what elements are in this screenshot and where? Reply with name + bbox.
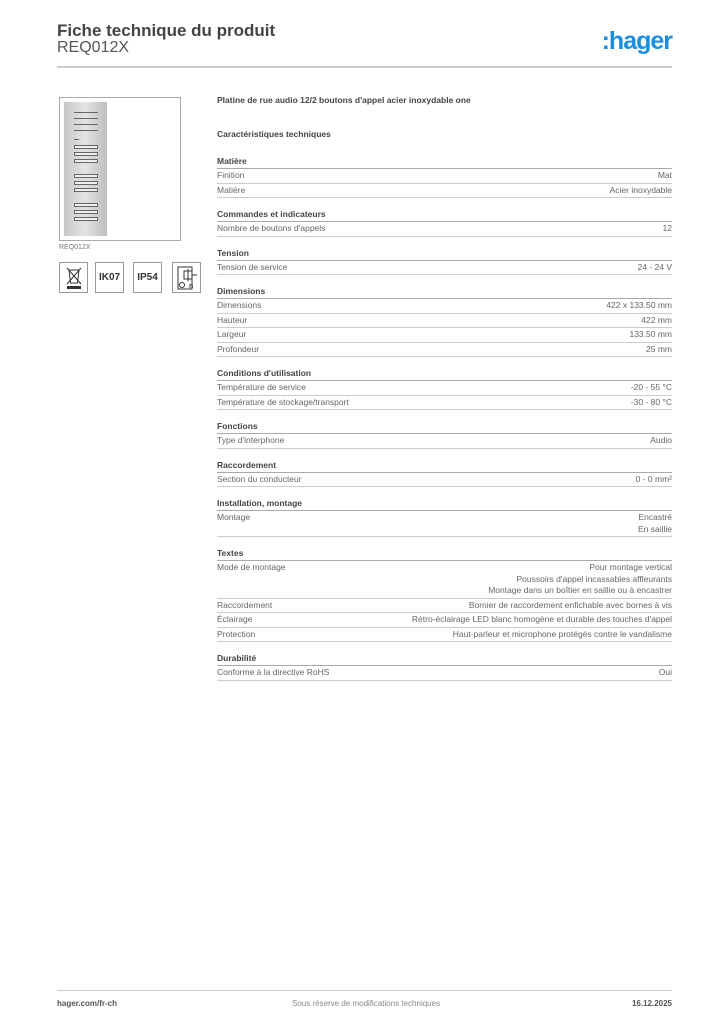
spec-row xyxy=(217,184,672,199)
spec-label: Température de service xyxy=(217,382,306,392)
spec-label: Montage xyxy=(217,512,251,522)
spec-row xyxy=(217,511,672,537)
spec-value-text: 422 x 133.50 mm xyxy=(606,300,672,310)
header-divider xyxy=(57,66,672,68)
spec-value-text: 25 mm xyxy=(646,343,672,354)
spec-value-text: 12 xyxy=(662,223,672,233)
spec-value-line: Poussoirs d'appel incassables affleurants xyxy=(516,573,672,584)
spec-row xyxy=(217,169,672,184)
spec-section xyxy=(217,247,672,276)
spec-value xyxy=(631,396,672,410)
footer-disclaimer: Sous réserve de modifications techniques xyxy=(292,999,441,1008)
spec-value xyxy=(469,599,672,613)
spec-value xyxy=(641,314,672,328)
spec-label: Tension de service xyxy=(217,261,288,272)
spec-row xyxy=(217,396,672,411)
spec-value-text: -20 - 55 °C xyxy=(630,382,672,392)
spec-value xyxy=(658,169,672,183)
section-title: Durabilité xyxy=(217,652,672,666)
spec-label: Raccordement xyxy=(217,599,273,610)
section-title: Tension xyxy=(217,247,672,261)
ik07-badge: IK07 xyxy=(95,262,124,293)
spec-label: Conforme à la directive RoHS xyxy=(217,667,330,677)
spec-row xyxy=(217,628,672,643)
spec-label: Largeur xyxy=(217,329,247,339)
footer-date: 16.12.2025 xyxy=(631,999,672,1008)
spec-value xyxy=(453,628,672,642)
page-title: Fiche technique du produit xyxy=(57,21,276,40)
spec-value-text: Haut-parleur et microphone protégés contre le vandalisme xyxy=(452,628,672,639)
section-title: Textes xyxy=(217,547,672,561)
spec-row xyxy=(217,666,672,681)
spec-section xyxy=(217,420,672,449)
spec-row xyxy=(217,613,672,628)
footer-divider xyxy=(57,990,672,991)
section-title: Conditions d'utilisation xyxy=(217,367,672,381)
spec-section xyxy=(217,547,672,642)
hager-logo: :hager xyxy=(601,27,672,55)
spec-label: Éclairage xyxy=(217,614,253,624)
spec-row xyxy=(217,299,672,314)
spec-value xyxy=(606,299,672,313)
spec-value xyxy=(638,261,673,275)
product-reference: REQ012X xyxy=(57,39,130,56)
spec-value-text: 0 - 0 mm² xyxy=(635,473,672,484)
spec-value xyxy=(610,184,672,198)
spec-value xyxy=(488,561,672,598)
spec-value-text: Mat xyxy=(657,170,672,180)
spec-section xyxy=(217,367,672,410)
section-title: Commandes et indicateurs xyxy=(217,208,672,222)
spec-section xyxy=(217,459,672,488)
spec-label: Dimensions xyxy=(217,300,262,310)
section-title: Dimensions xyxy=(217,285,672,299)
spec-value-text: Bornier de raccordement enfichable avec bornes à vis xyxy=(468,599,672,610)
spec-row xyxy=(217,343,672,358)
product-description: Platine de rue audio 12/2 boutons d'appel acier inoxydable one xyxy=(217,95,471,105)
section-title: Fonctions xyxy=(217,420,672,434)
spec-label: Protection xyxy=(217,628,256,639)
section-title: Raccordement xyxy=(217,459,672,473)
spec-row xyxy=(217,561,672,599)
spec-label: Type d'interphone xyxy=(217,435,285,445)
spec-section xyxy=(217,285,672,357)
mounting-icon xyxy=(172,262,201,293)
spec-content xyxy=(217,95,672,681)
spec-label: Hauteur xyxy=(217,314,248,325)
spec-label: Section du conducteur xyxy=(217,473,302,484)
spec-value xyxy=(646,343,672,357)
weee-icon xyxy=(59,262,88,293)
spec-section xyxy=(217,155,672,198)
spec-row xyxy=(217,473,672,488)
product-image-label: REQ012X xyxy=(59,244,91,251)
spec-value xyxy=(663,222,672,236)
footer-website[interactable]: hager.com/fr-ch xyxy=(57,999,118,1008)
spec-value-text: -30 - 80 °C xyxy=(630,396,672,407)
spec-row xyxy=(217,222,672,237)
spec-value xyxy=(659,666,672,680)
spec-label: Profondeur xyxy=(217,343,260,354)
spec-value-text: 24 - 24 V xyxy=(637,261,672,272)
spec-section xyxy=(217,652,672,681)
spec-value-text: Rétro-éclairage LED blanc homogène et durable des touches d'appel xyxy=(411,614,672,624)
spec-value-line: Encastré xyxy=(638,512,672,522)
spec-row xyxy=(217,599,672,614)
spec-label: Matière xyxy=(217,184,246,195)
spec-value xyxy=(412,613,672,627)
svg-text:n: n xyxy=(188,282,193,290)
spec-value-line: En saillie xyxy=(637,523,672,534)
spec-value-line: Pour montage vertical xyxy=(589,562,672,572)
product-image xyxy=(59,97,181,241)
spec-section xyxy=(217,497,672,537)
characteristics-title: Caractéristiques techniques xyxy=(217,129,331,139)
spec-row xyxy=(217,261,672,276)
spec-value xyxy=(629,328,672,342)
door-panel-illustration xyxy=(64,102,107,236)
spec-value-text: Audio xyxy=(650,435,672,445)
spec-value xyxy=(631,381,672,395)
section-title: Installation, montage xyxy=(217,497,672,511)
spec-value xyxy=(636,473,672,487)
spec-row xyxy=(217,434,672,449)
spec-value-text: Oui xyxy=(658,667,672,677)
spec-value-text: 422 mm xyxy=(641,314,672,325)
spec-label: Température de stockage/transport xyxy=(217,396,349,407)
spec-section xyxy=(217,208,672,237)
spec-label: Finition xyxy=(217,170,245,180)
spec-value xyxy=(638,511,672,536)
spec-value xyxy=(650,434,672,448)
spec-row xyxy=(217,314,672,329)
spec-label: Mode de montage xyxy=(217,562,286,572)
spec-row xyxy=(217,328,672,343)
spec-value-line: Montage dans un boîtier en saillie ou à encastrer xyxy=(488,585,672,595)
spec-label: Nombre de boutons d'appels xyxy=(217,223,326,233)
ip54-badge: IP54 xyxy=(133,262,162,293)
spec-row xyxy=(217,381,672,396)
spec-value-text: 133.50 mm xyxy=(629,329,672,339)
spec-value-text: Acier inoxydable xyxy=(609,184,672,195)
section-title: Matière xyxy=(217,155,672,169)
